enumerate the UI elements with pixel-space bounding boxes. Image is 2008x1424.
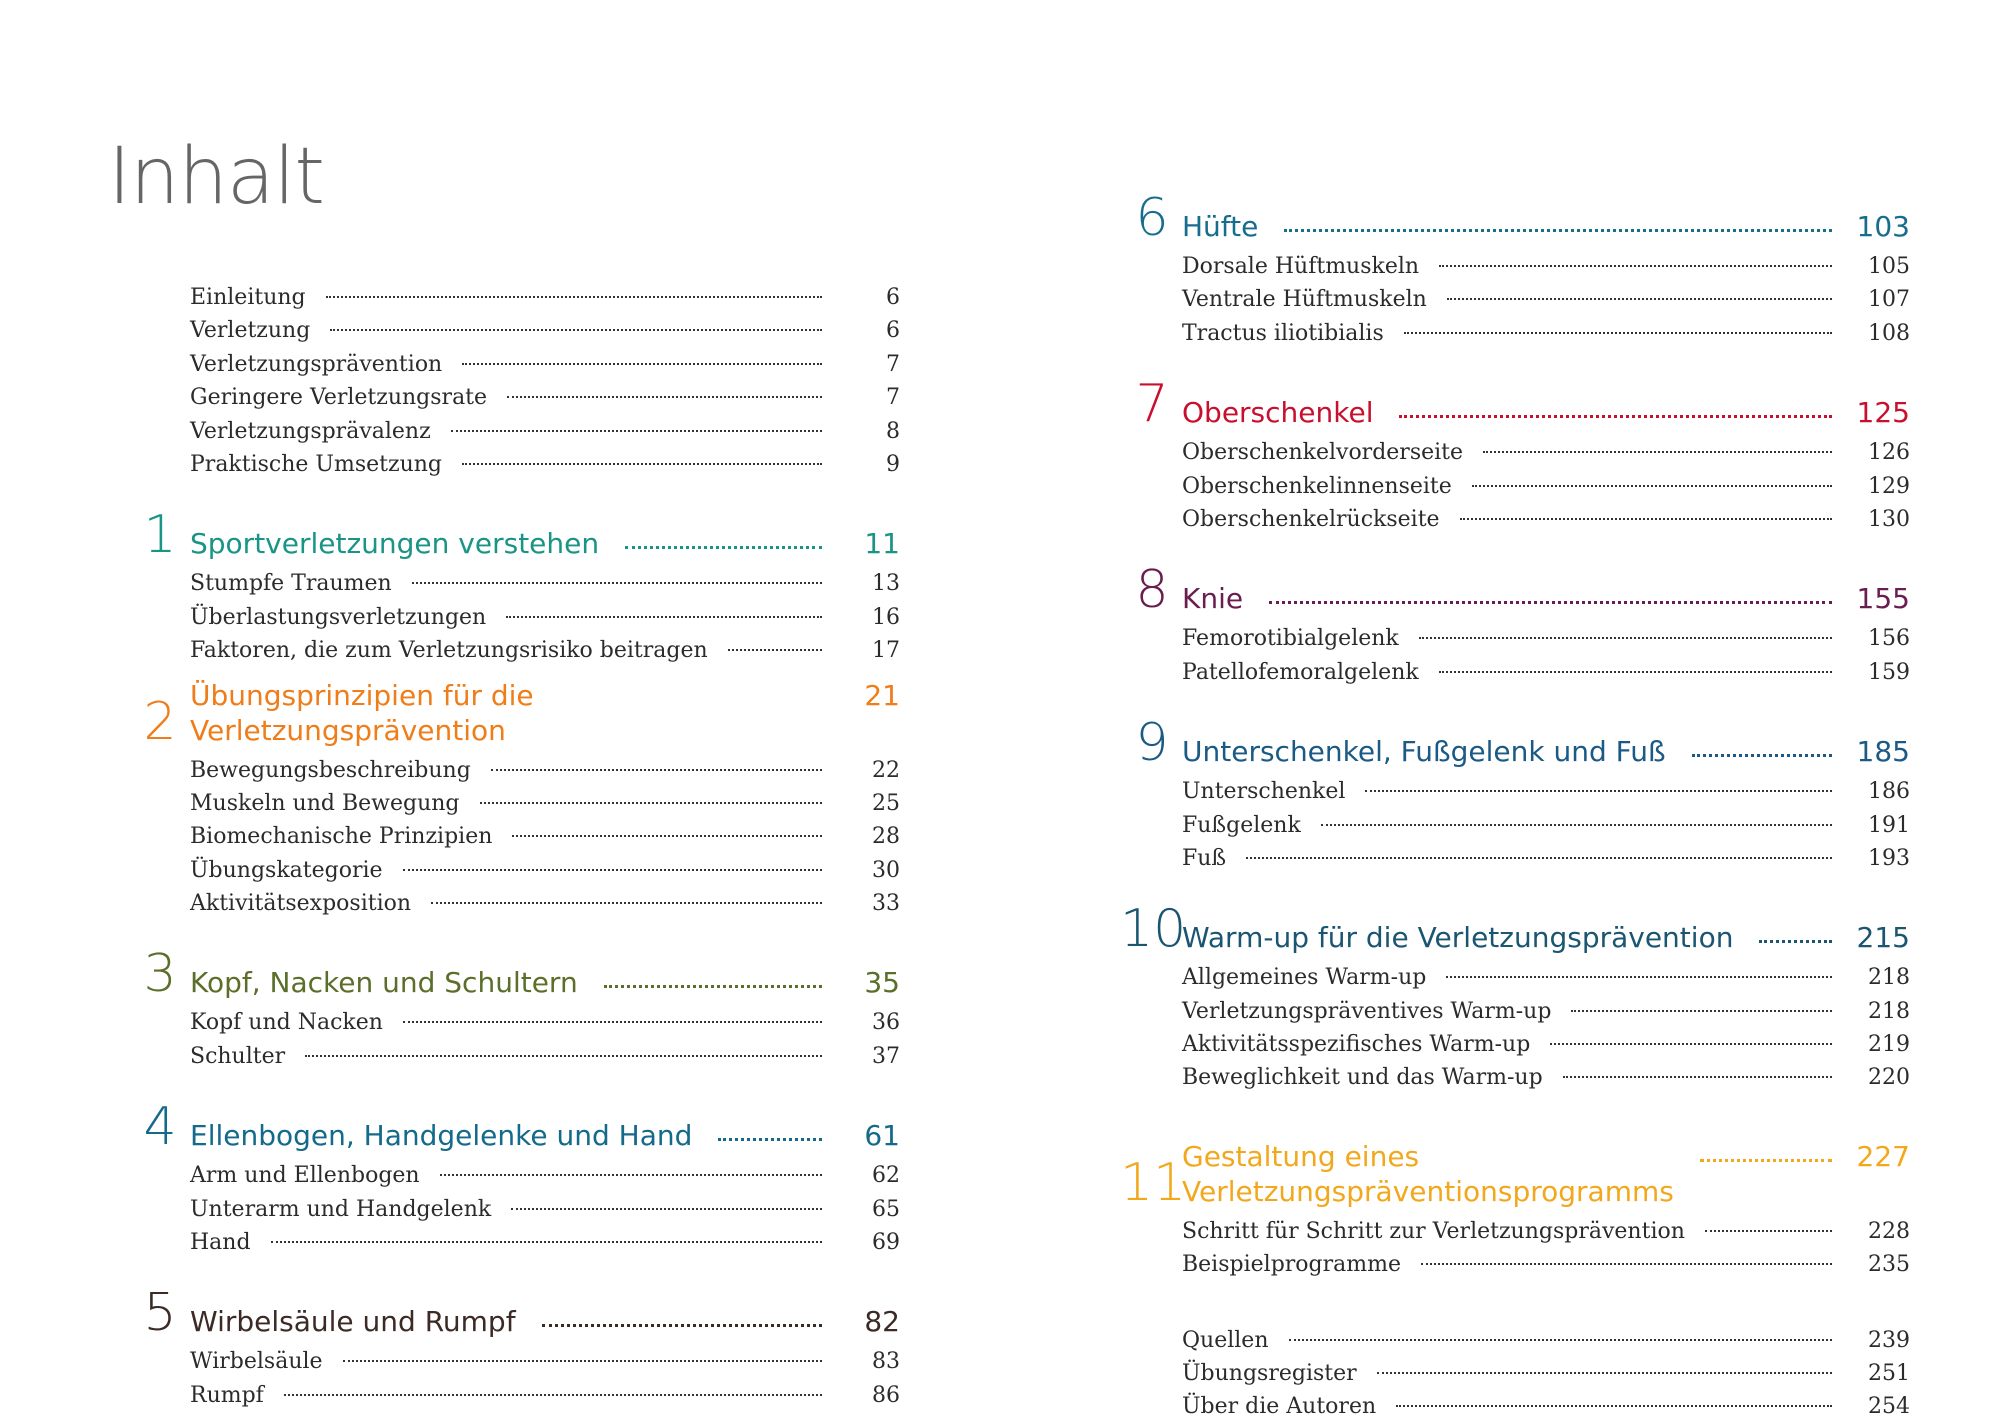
toc-entry-title: Muskeln und Bewegung	[190, 790, 460, 816]
chapter-page: 215	[1856, 921, 1910, 955]
toc-entry[interactable]	[190, 887, 900, 920]
toc-entry[interactable]	[1182, 436, 1910, 469]
toc-entry-title: Aktivitätsexposition	[190, 891, 412, 917]
dot-leader	[1550, 1043, 1832, 1045]
chapter-page: 227	[1856, 1139, 1910, 1173]
chapters-right	[1120, 188, 1910, 1282]
toc-left-column	[128, 281, 900, 1412]
dot-leader	[1284, 229, 1832, 232]
chapter-title: Übungsprinzipien für die Verletzungsprävention	[190, 678, 534, 747]
toc-entry-title: Praktische Umsetzung	[190, 451, 443, 477]
toc-entry-title: Verletzung	[190, 318, 311, 344]
toc-entry-page: 62	[872, 1163, 900, 1189]
chapter-page: 103	[1856, 210, 1910, 243]
toc-entry-page: 220	[1868, 1065, 1910, 1091]
toc-entry-page: 25	[872, 790, 900, 816]
toc-entry-page: 239	[1868, 1327, 1910, 1353]
toc-entry-page: 228	[1868, 1218, 1910, 1244]
toc-entry-title: Fuß	[1182, 845, 1227, 871]
chapter-page: 11	[864, 527, 900, 561]
page-title: Inhalt	[108, 132, 324, 222]
toc-entry-page: 13	[872, 571, 900, 597]
dot-leader	[271, 1241, 822, 1243]
chapter-page: 155	[1856, 582, 1910, 616]
dot-leader	[431, 902, 822, 904]
chapter-entries	[128, 1341, 900, 1412]
dot-leader	[1759, 940, 1832, 943]
chapter-entries	[128, 750, 900, 921]
chapter-number: 5	[143, 1283, 177, 1344]
toc-entry-title: Allgemeines Warm-up	[1182, 965, 1427, 991]
dot-leader	[1399, 415, 1832, 418]
toc-entry[interactable]	[1182, 842, 1910, 875]
toc-entry-title: Bewegungsbeschreibung	[190, 757, 471, 783]
dot-leader	[507, 396, 822, 398]
toc-entry-page: 22	[872, 757, 900, 783]
toc-entry-title: Hand	[190, 1230, 251, 1256]
toc-entry-title: Aktivitätsspezifisches Warm-up	[1182, 1032, 1531, 1058]
toc-entry-page: 254	[1868, 1394, 1910, 1420]
chapter-section	[128, 678, 900, 921]
toc-entry-page: 235	[1868, 1252, 1910, 1278]
toc-entry[interactable]	[1182, 775, 1910, 808]
chapter-entries	[1120, 957, 1910, 1095]
toc-entry-title: Einleitung	[190, 285, 306, 310]
chapter-title-line	[1182, 920, 1910, 955]
toc-entry-title: Schulter	[190, 1043, 286, 1069]
dot-leader	[1571, 1010, 1832, 1012]
toc-entry-page: 218	[1868, 965, 1910, 991]
dot-leader	[412, 582, 822, 584]
toc-entry-title: Ventrale Hüftmuskeln	[1182, 287, 1427, 313]
toc-entry-page: 108	[1868, 320, 1910, 346]
toc-entry-page: 69	[872, 1230, 900, 1256]
chapter-title-line	[190, 965, 900, 1000]
toc-entry-title: Geringere Verletzungsrate	[190, 385, 488, 411]
chapter-heading[interactable]	[1120, 374, 1910, 435]
chapter-number: 1	[143, 505, 177, 566]
toc-entry-page: 9	[886, 451, 900, 477]
chapter-section	[128, 1097, 900, 1259]
toc-entry[interactable]	[190, 1193, 900, 1226]
toc-entry-page: 191	[1868, 812, 1910, 838]
chapter-title-line	[1182, 395, 1910, 430]
toc-entry-page: 7	[886, 385, 900, 411]
toc-entry-page: 30	[872, 857, 900, 883]
chapter-title: Knie	[1182, 582, 1244, 616]
toc-entry-page: 86	[872, 1382, 900, 1408]
chapter-page: 35	[864, 966, 900, 1000]
chapter-title: Sportverletzungen verstehen	[190, 527, 600, 561]
chapter-number: 6	[1135, 188, 1169, 248]
dot-leader	[343, 1360, 822, 1362]
dot-leader	[330, 329, 822, 331]
chapter-number: 11	[1120, 1152, 1187, 1213]
toc-entry[interactable]	[190, 1040, 900, 1073]
toc-entry-page: 218	[1868, 998, 1910, 1024]
dot-leader	[542, 1324, 822, 1327]
dot-leader	[403, 869, 822, 871]
dot-leader	[512, 835, 822, 837]
toc-entry-title: Kopf und Nacken	[190, 1010, 383, 1036]
toc-entry-title: Übungskategorie	[190, 857, 383, 883]
dot-leader	[604, 985, 822, 988]
chapter-heading[interactable]	[1120, 899, 1910, 960]
chapter-page: 61	[864, 1119, 900, 1153]
dot-leader	[728, 649, 822, 651]
chapter-heading[interactable]	[1120, 560, 1910, 621]
toc-entry[interactable]	[190, 1006, 900, 1039]
toc-entry-page: 8	[886, 418, 900, 444]
chapter-title: Hüfte	[1182, 210, 1259, 243]
dot-leader	[403, 1021, 822, 1023]
chapter-heading[interactable]	[128, 1097, 900, 1158]
dot-leader	[491, 769, 822, 771]
dot-leader	[305, 1055, 822, 1057]
chapter-number: 10	[1120, 899, 1187, 960]
toc-entry[interactable]	[1182, 283, 1910, 316]
chapter-title-line	[1182, 581, 1910, 616]
dot-leader	[462, 363, 822, 365]
dot-leader	[1439, 265, 1832, 267]
chapter-section	[1120, 374, 1910, 536]
dot-leader	[1705, 1230, 1832, 1232]
toc-entry-page: 156	[1868, 626, 1910, 652]
dot-leader	[506, 616, 822, 618]
toc-entry[interactable]	[190, 314, 900, 347]
toc-entry-page: 37	[872, 1043, 900, 1069]
toc-entry-page: 159	[1868, 659, 1910, 685]
toc-entry-title: Tractus iliotibialis	[1182, 320, 1384, 346]
dot-leader	[1447, 298, 1832, 300]
toc-entry[interactable]	[190, 348, 900, 381]
toc-entry-title: Oberschenkelinnenseite	[1182, 473, 1452, 499]
toc-entry[interactable]	[1182, 809, 1910, 842]
chapter-section	[128, 944, 900, 1073]
dot-leader	[1289, 1339, 1833, 1341]
toc-entry[interactable]	[1182, 1215, 1910, 1248]
toc-entry[interactable]	[1182, 995, 1910, 1028]
dot-leader	[1700, 1159, 1832, 1162]
toc-entry-title: Über die Autoren	[1182, 1394, 1377, 1420]
toc-entry-page: 36	[872, 1010, 900, 1036]
toc-entry[interactable]	[190, 820, 900, 853]
toc-entry-page: 6	[886, 318, 900, 344]
dot-leader	[511, 1208, 822, 1210]
toc-entry[interactable]	[1182, 1357, 1910, 1390]
chapter-page: 82	[864, 1305, 900, 1339]
chapter-section	[128, 505, 900, 667]
toc-entry[interactable]	[190, 1226, 900, 1259]
chapter-section	[1120, 560, 1910, 689]
toc-entry[interactable]	[1182, 470, 1910, 503]
chapter-number: 8	[1135, 560, 1169, 621]
chapter-entries	[1120, 618, 1910, 689]
toc-entry[interactable]	[1182, 1061, 1910, 1094]
dot-leader	[1419, 637, 1832, 639]
toc-entry-title: Verletzungsprävention	[190, 351, 443, 377]
toc-entry[interactable]	[190, 634, 900, 667]
dot-leader	[1472, 485, 1832, 487]
dot-leader	[462, 463, 822, 465]
toc-entry-page: 17	[872, 638, 900, 664]
toc-entry[interactable]	[190, 1379, 900, 1412]
chapter-title-line	[1182, 734, 1910, 769]
dot-leader	[1321, 824, 1832, 826]
toc-entry[interactable]	[190, 854, 900, 887]
back-matter-section	[1120, 1324, 1910, 1424]
toc-entry[interactable]	[190, 787, 900, 820]
chapter-title-line	[1182, 1139, 1910, 1209]
toc-entry-title: Faktoren, die zum Verletzungsrisiko beitragen	[190, 638, 708, 664]
toc-entry[interactable]	[1182, 1028, 1910, 1061]
chapter-heading[interactable]	[128, 944, 900, 1005]
toc-entry[interactable]	[1182, 1248, 1910, 1281]
chapter-title-line	[190, 526, 900, 561]
chapter-heading[interactable]	[1120, 1129, 1910, 1211]
toc-entry-title: Schritt für Schritt zur Verletzungsprävention	[1182, 1218, 1685, 1244]
chapter-number: 4	[143, 1097, 177, 1158]
chapter-number: 2	[143, 691, 177, 752]
toc-entry-title: Unterarm und Handgelenk	[190, 1196, 492, 1222]
intro-section	[128, 281, 900, 481]
toc-entry-title: Quellen	[1182, 1327, 1269, 1353]
toc-entry-title: Unterschenkel	[1182, 779, 1346, 805]
dot-leader	[1483, 451, 1832, 453]
toc-entry[interactable]	[190, 567, 900, 600]
toc-entry-title: Arm und Ellenbogen	[190, 1163, 420, 1189]
toc-entry[interactable]	[190, 281, 900, 314]
toc-entry-page: 129	[1868, 473, 1910, 499]
chapter-page: 21	[864, 678, 900, 712]
toc-entry-page: 7	[886, 351, 900, 377]
chapter-title: Unterschenkel, Fußgelenk und Fuß	[1182, 735, 1666, 769]
dot-leader	[1446, 976, 1832, 978]
toc-entry-page: 107	[1868, 287, 1910, 313]
chapter-title: Ellenbogen, Handgelenke und Hand	[190, 1119, 693, 1153]
toc-entry-title: Beweglichkeit und das Warm-up	[1182, 1065, 1543, 1091]
chapter-title-line	[190, 678, 900, 748]
toc-entry-page: 33	[872, 891, 900, 917]
chapter-title: Gestaltung eines Verletzungspräventionsprogramms	[1182, 1139, 1674, 1208]
toc-entry-page: 251	[1868, 1361, 1910, 1387]
toc-entry-page: 83	[872, 1349, 900, 1375]
chapter-entries	[1120, 246, 1910, 350]
toc-entry-page: 65	[872, 1196, 900, 1222]
dot-leader	[718, 1138, 822, 1141]
toc-entry-title: Übungsregister	[1182, 1361, 1357, 1387]
chapter-section	[128, 1283, 900, 1412]
dot-leader	[1421, 1263, 1832, 1265]
chapter-entries	[128, 1002, 900, 1073]
dot-leader	[1460, 518, 1832, 520]
chapter-number: 7	[1135, 374, 1169, 435]
toc-entry[interactable]	[190, 1345, 900, 1378]
chapter-entries	[128, 1155, 900, 1259]
chapters-left	[128, 505, 900, 1412]
chapter-section	[1120, 1129, 1910, 1282]
toc-entry[interactable]	[190, 601, 900, 634]
chapter-heading[interactable]	[1120, 713, 1910, 774]
dot-leader	[1365, 790, 1832, 792]
chapter-title: Warm-up für die Verletzungsprävention	[1182, 921, 1734, 955]
chapter-section	[1120, 188, 1910, 350]
chapter-entries	[1120, 432, 1910, 536]
toc-entry-page: 126	[1868, 440, 1910, 466]
dot-leader	[326, 296, 822, 298]
dot-leader	[480, 802, 823, 804]
toc-entry-page: 219	[1868, 1032, 1910, 1058]
chapter-heading[interactable]	[128, 1283, 900, 1344]
chapter-page: 185	[1856, 735, 1910, 769]
chapter-entries	[128, 563, 900, 667]
toc-entry[interactable]	[1182, 656, 1910, 689]
toc-entry-title: Beispielprogramme	[1182, 1252, 1401, 1278]
toc-entry-title: Verletzungsprävalenz	[190, 418, 431, 444]
toc-entry-title: Überlastungsverletzungen	[190, 604, 487, 630]
chapter-number: 3	[143, 944, 177, 1005]
toc-entry[interactable]	[190, 448, 900, 481]
dot-leader	[440, 1174, 822, 1176]
toc-entry-page: 105	[1868, 254, 1910, 279]
toc-entry-title: Oberschenkelrückseite	[1182, 506, 1440, 532]
toc-entry-page: 16	[872, 604, 900, 630]
dot-leader	[451, 430, 822, 432]
toc-right-column	[1120, 188, 1910, 1424]
dot-leader	[1404, 332, 1832, 334]
toc-entry-title: Fußgelenk	[1182, 812, 1301, 838]
chapter-title-line	[190, 1304, 900, 1339]
toc-entry[interactable]	[1182, 961, 1910, 994]
chapter-entries	[1120, 771, 1910, 875]
chapter-title: Wirbelsäule und Rumpf	[190, 1305, 516, 1339]
toc-entry[interactable]	[1182, 622, 1910, 655]
toc-entry-page: 193	[1868, 845, 1910, 871]
toc-entry[interactable]	[190, 415, 900, 448]
toc-entry-title: Dorsale Hüftmuskeln	[1182, 254, 1420, 279]
toc-entry-page: 28	[872, 824, 900, 850]
dot-leader	[625, 546, 822, 549]
dot-leader	[1439, 671, 1832, 673]
toc-entry-title: Biomechanische Prinzipien	[190, 824, 493, 850]
dot-leader	[1563, 1076, 1832, 1078]
toc-entry[interactable]	[1182, 1324, 1910, 1357]
toc-entry[interactable]	[190, 381, 900, 414]
dot-leader	[1377, 1372, 1832, 1374]
chapter-heading[interactable]	[128, 678, 900, 752]
toc-entry-title: Rumpf	[190, 1382, 264, 1408]
toc-entry[interactable]	[190, 754, 900, 787]
toc-entry-page: 130	[1868, 506, 1910, 532]
chapter-title: Kopf, Nacken und Schultern	[190, 966, 578, 1000]
chapter-heading[interactable]	[1120, 188, 1910, 248]
dot-leader	[1246, 857, 1832, 859]
toc-entry[interactable]	[1182, 317, 1910, 350]
toc-entry-page: 6	[886, 285, 900, 310]
toc-entry[interactable]	[1182, 503, 1910, 536]
chapter-title-line	[1182, 209, 1910, 244]
chapter-section	[1120, 713, 1910, 875]
toc-entry-title: Verletzungspräventives Warm-up	[1182, 998, 1552, 1024]
toc-entry-page: 186	[1868, 779, 1910, 805]
chapter-title: Oberschenkel	[1182, 396, 1374, 430]
dot-leader	[284, 1394, 822, 1396]
toc-entry-title: Stumpfe Traumen	[190, 571, 392, 597]
dot-leader	[1396, 1405, 1832, 1407]
chapter-entries	[1120, 1211, 1910, 1282]
chapter-title-line	[190, 1118, 900, 1153]
dot-leader	[1269, 601, 1832, 604]
chapter-page: 125	[1856, 396, 1910, 430]
toc-entry[interactable]	[1182, 250, 1910, 283]
chapter-number: 9	[1135, 713, 1169, 774]
toc-entry[interactable]	[190, 1159, 900, 1192]
toc-entry-title: Oberschenkelvorderseite	[1182, 440, 1464, 466]
chapter-heading[interactable]	[128, 505, 900, 566]
chapter-section	[1120, 899, 1910, 1095]
toc-entry[interactable]	[1182, 1390, 1910, 1423]
toc-entry-title: Femorotibialgelenk	[1182, 626, 1399, 652]
toc-entry-title: Wirbelsäule	[190, 1349, 323, 1375]
toc-entry-title: Patellofemoralgelenk	[1182, 659, 1419, 685]
dot-leader	[1692, 754, 1832, 757]
